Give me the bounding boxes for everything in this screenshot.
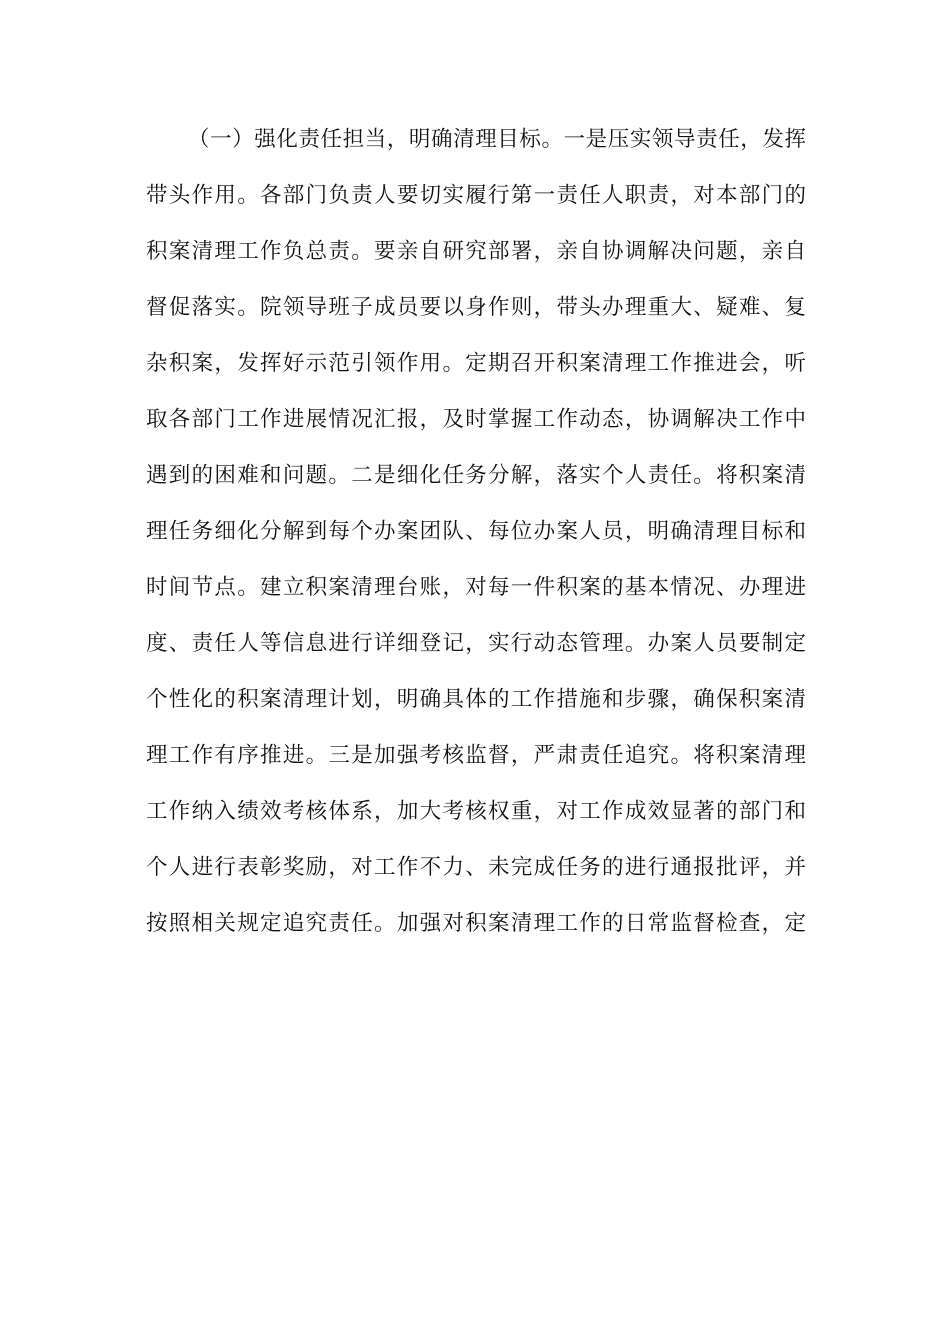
paragraph-line: （一）强化责任担当，明确清理目标。一是压实领导责任，发挥: [188, 127, 806, 152]
paragraph-line: 带头作用。各部门负责人要切实履行第一责任人职责，对本部门的: [146, 183, 806, 208]
paragraph-line: 理任务细化分解到每个办案团队、每位办案人员，明确清理目标和: [146, 519, 806, 544]
paragraph-line: 理工作有序推进。三是加强考核监督，严肃责任追究。将积案清理: [146, 743, 806, 768]
paragraph-line: 个性化的积案清理计划，明确具体的工作措施和步骤，确保积案清: [146, 687, 806, 712]
paragraph-line: 工作纳入绩效考核体系，加大考核权重，对工作成效显著的部门和: [146, 799, 806, 824]
paragraph-line: 度、责任人等信息进行详细登记，实行动态管理。办案人员要制定: [146, 631, 806, 656]
paragraph-line: 时间节点。建立积案清理台账，对每一件积案的基本情况、办理进: [146, 575, 806, 600]
paragraph-line: 遇到的困难和问题。二是细化任务分解，落实个人责任。将积案清: [146, 463, 806, 488]
paragraph-line: 个人进行表彰奖励，对工作不力、未完成任务的进行通报批评，并: [146, 855, 806, 880]
paragraph-line: 杂积案，发挥好示范引领作用。定期召开积案清理工作推进会，听: [146, 351, 806, 376]
paragraph-line: 积案清理工作负总责。要亲自研究部署，亲自协调解决问题，亲自: [146, 239, 806, 264]
paragraph-line: 取各部门工作进展情况汇报，及时掌握工作动态，协调解决工作中: [146, 407, 806, 432]
paragraph-line: 按照相关规定追究责任。加强对积案清理工作的日常监督检查，定: [146, 911, 806, 936]
paragraph-line: 督促落实。院领导班子成员要以身作则，带头办理重大、疑难、复: [146, 295, 806, 320]
